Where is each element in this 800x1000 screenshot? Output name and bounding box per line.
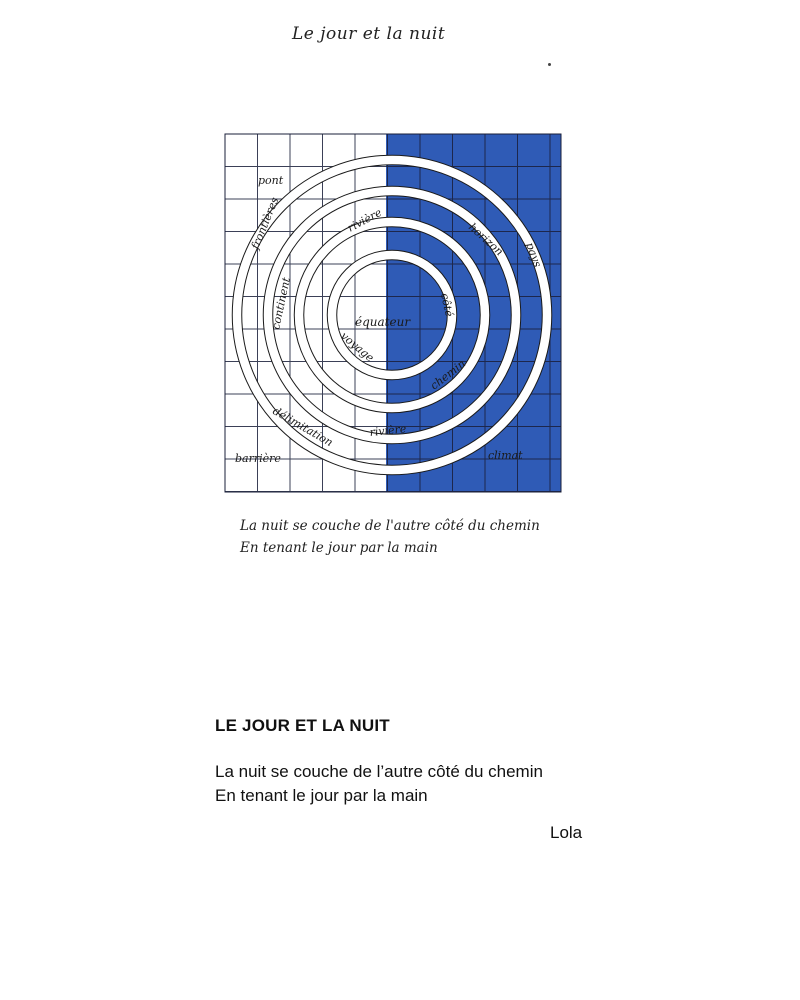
label-riviere-bottom: rivière — [368, 422, 407, 439]
label-cote: côté — [438, 291, 456, 318]
label-pont: pont — [258, 174, 284, 187]
label-riviere-top: rivière — [345, 205, 384, 235]
label-barriere: barrière — [235, 452, 281, 465]
label-continent: continent — [269, 276, 293, 331]
label-chemin: chemin — [427, 357, 468, 393]
label-climat: climat — [488, 449, 523, 462]
poem-author: Lola — [550, 823, 583, 842]
handwritten-caption-line: La nuit se couche de l'autre côté du chemin — [240, 518, 540, 534]
handwritten-caption — [240, 515, 540, 559]
poem-line: La nuit se couche de l’autre côté du chemin — [215, 762, 543, 781]
handwritten-title: Le jour et la nuit — [292, 24, 446, 44]
poem-title: LE JOUR ET LA NUIT — [215, 716, 390, 735]
label-delimitation: délimitation — [270, 404, 336, 450]
handwritten-caption-line: En tenant le jour par la main — [240, 540, 438, 556]
poem-line: En tenant le jour par la main — [215, 786, 428, 805]
label-equateur: équateur — [355, 315, 411, 329]
label-horizon: horizon — [465, 220, 506, 259]
label-pays: pays — [523, 240, 545, 269]
label-voyage: voyage — [338, 329, 377, 365]
poem-text — [215, 760, 543, 808]
label-frontieres: frontières — [248, 195, 282, 252]
